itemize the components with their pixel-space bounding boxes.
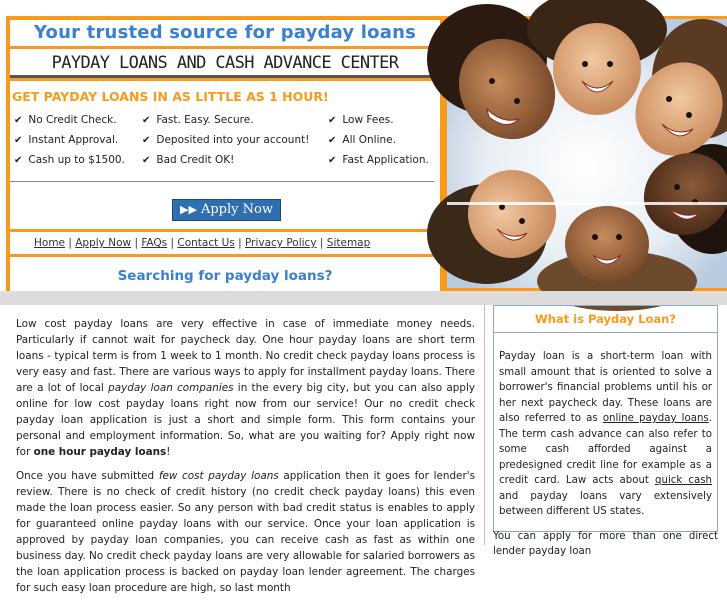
search-headline-box [10,257,440,318]
online-payday-loans-link[interactable]: online payday loans [602,413,709,424]
features-row [12,114,432,134]
checkmark-icon: ✔ [14,115,23,126]
nav-separator: | [68,237,72,249]
checkmark-icon: ✔ [328,115,337,126]
grey-band [0,291,727,305]
checkmark-icon: ✔ [328,135,337,146]
checkmark-icon: ✔ [142,155,151,166]
nav-separator: | [238,237,242,249]
nav-bar [10,232,440,254]
nav-privacy-link[interactable]: Privacy Policy [244,237,317,249]
nav-home-link[interactable]: Home [34,237,66,249]
feature-item: ✔ Cash up to $1500. [14,154,125,166]
nav-faqs-link[interactable]: FAQs [141,237,168,249]
photo-frame [444,16,727,291]
nav-apply-now-link[interactable]: Apply Now [75,237,132,249]
promo-title: GET PAYDAY LOANS IN AS LITTLE AS 1 HOUR! [12,89,329,104]
feature-item: ✔ Low Fees. [328,114,394,126]
checkmark-icon: ✔ [142,115,151,126]
feature-item: ✔ Deposited into your account! [142,134,310,146]
checkmark-icon: ✔ [142,135,151,146]
feature-item: ✔ No Credit Check. [14,114,117,126]
article-paragraph: Low cost payday loans are very effective in case of immediate money needs. Particularly if cannot wait for paycheck day. One hour payday loans are short term loans - typical term is from 1 week to 1 month. No credit check payday loans process is very easy and fast. There are various ways to apply for installment payday loans. There are a lot of local payday loan companies in the every big city, but you can also apply online for low cost payday loans right now from our service! Our no credit check payday loan application is just a short and simple form. This form contains your personal and employment information. So, what are you waiting for? Apply right now for one hour payday loans! [16,318,476,458]
feature-item: ✔ Instant Approval. [14,134,119,146]
sidebar-box [493,305,718,532]
search-headline: Searching for payday loans? [117,268,333,284]
main-article [16,316,475,604]
nav-separator: | [319,237,324,249]
promo-box [10,81,440,199]
nav-sitemap-link[interactable]: Sitemap [326,237,371,249]
nav-separator: | [170,237,175,249]
double-arrow-icon: ▶▶ [180,203,197,216]
sidebar-title: What is Payday Loan? [494,306,717,333]
features-row [12,134,432,154]
site-tagline: Your trusted source for payday loans [10,20,440,46]
sidebar-text: Payday loan is a short-term loan with small amount that is oriented to solve a borrower's financial problems until his or her next paycheck day. These loans are also referred to as online payday loans. The term cash advance can also refer to some cash afforded against a predesigned credit line for example as a credit card. Law acts about quick cash and payday loans vary extensively between different US states. [499,351,712,517]
checkmark-icon: ✔ [14,135,23,146]
feature-item: ✔ Fast. Easy. Secure. [142,114,254,126]
checkmark-icon: ✔ [328,155,337,166]
feature-item: ✔ Fast Application. [328,154,429,166]
promo-divider [10,181,434,182]
apply-zone [10,199,440,229]
sidebar-after-text: You can apply for more than one direct lender payday loan [493,531,718,557]
features-grid [12,114,432,174]
features-row [12,154,432,174]
column-divider [484,305,485,545]
header-panel [6,16,444,291]
feature-item: ✔ All Online. [328,134,396,146]
feature-item: ✔ Bad Credit OK! [142,154,235,166]
site-name: PAYDAY LOANS AND CASH ADVANCE CENTER [10,49,440,78]
quick-cash-link[interactable]: quick cash [655,475,712,486]
article-paragraph: Once you have submitted few cost payday loans application then it goes for lender's review. There is no check of credit history (no credit check payday loans) this even made the loan process easier. So any person with bad credit status is enables to apply for guaranteed online payday loans with our service. Once your loan application is approved by payday loan companies, you can receive cash as fast as within one business day. No credit check payday loans are very allowable for salaried borrowers as the loan application process is backed on payday loan lender agreement. The charges for such easy loan procedure are high, so last month [16,470,475,594]
nav-separator: | [134,237,138,249]
people-circle-illustration [447,19,727,288]
nav-contact-link[interactable]: Contact Us [177,237,235,249]
apply-now-button[interactable]: ▶▶ Apply Now [172,199,281,221]
checkmark-icon: ✔ [14,155,23,166]
people-circle-photo [447,19,727,288]
